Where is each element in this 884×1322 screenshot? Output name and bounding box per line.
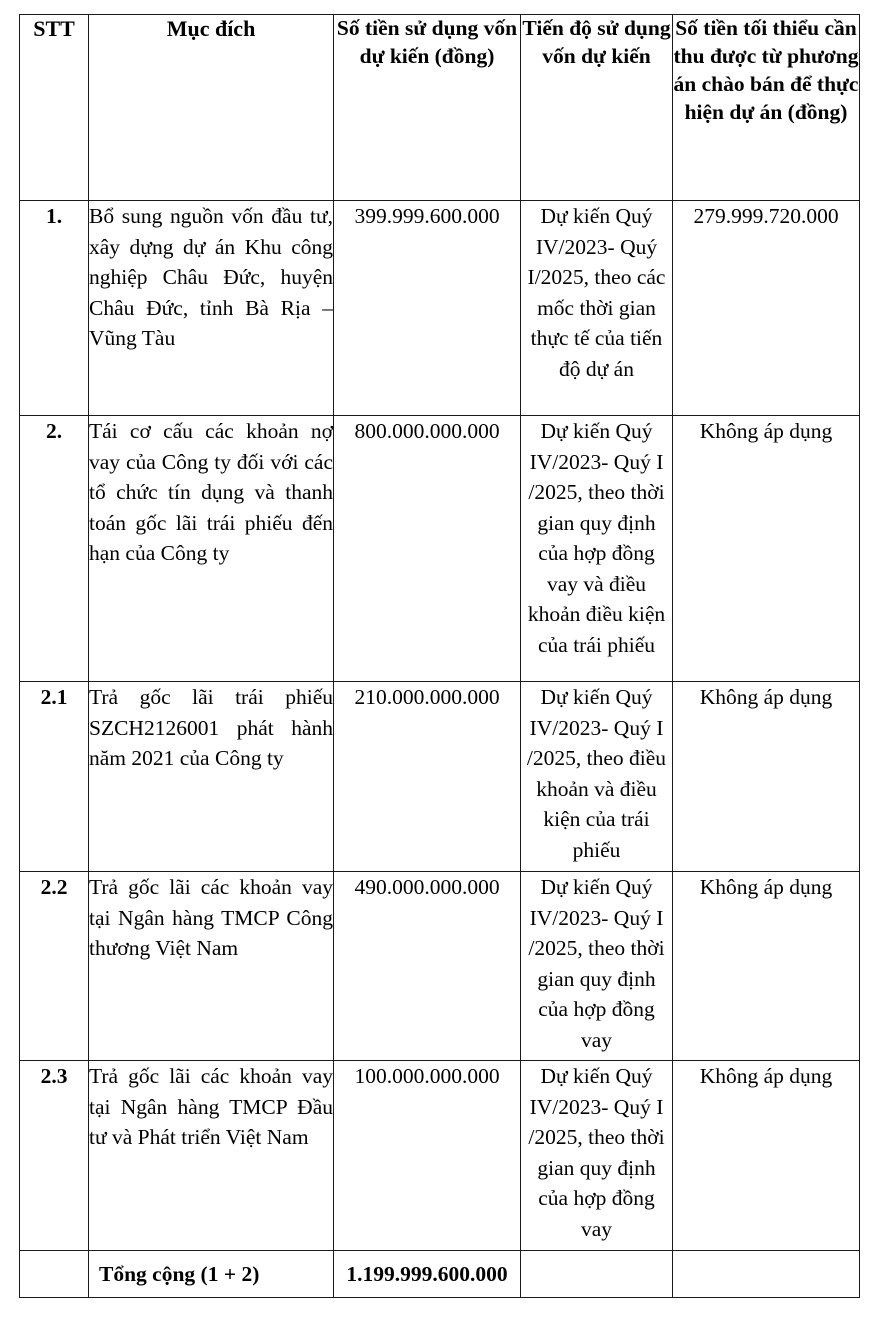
cell-amount: 399.999.600.000 [334,201,521,416]
capital-use-table [19,14,860,1298]
cell-progress: Dự kiến Quý IV/2023- Quý I /2025, theo thời gian quy định của hợp đồng vay [521,872,673,1061]
table-body [20,201,860,1298]
table-row [20,201,860,416]
cell-purpose: Trả gốc lãi các khoản vay tại Ngân hàng TMCP Đầu tư và Phát triển Việt Nam [89,1061,334,1251]
cell-purpose: Bổ sung nguồn vốn đầu tư, xây dựng dự án Khu công nghiệp Châu Đức, huyện Châu Đức, tỉnh Bà Rịa – Vũng Tàu [89,201,334,416]
cell-progress: Dự kiến Quý IV/2023- Quý I/2025, theo các mốc thời gian thực tế của tiến độ dự án [521,201,673,416]
cell-minimum: Không áp dụng [673,682,860,872]
cell-progress: Dự kiến Quý IV/2023- Quý I /2025, theo điều khoản và điều kiện của trái phiếu [521,682,673,872]
column-header-stt: STT [20,15,89,201]
cell-total-progress [521,1251,673,1298]
cell-total-amount: 1.199.999.600.000 [334,1251,521,1298]
cell-minimum: Không áp dụng [673,416,860,682]
cell-amount: 100.000.000.000 [334,1061,521,1251]
cell-stt: 2. [20,416,89,682]
cell-minimum: Không áp dụng [673,1061,860,1251]
cell-stt: 2.2 [20,872,89,1061]
cell-total-label: Tổng cộng (1 + 2) [89,1251,334,1298]
table-total-row [20,1251,860,1298]
cell-purpose: Trả gốc lãi trái phiếu SZCH2126001 phát hành năm 2021 của Công ty [89,682,334,872]
table-row [20,872,860,1061]
table-row [20,682,860,872]
cell-amount: 800.000.000.000 [334,416,521,682]
cell-minimum: Không áp dụng [673,872,860,1061]
table-row [20,416,860,682]
cell-progress: Dự kiến Quý IV/2023- Quý I /2025, theo thời gian quy định của hợp đồng vay và điều khoản điều kiện của trái phiếu [521,416,673,682]
cell-total-minimum [673,1251,860,1298]
cell-stt: 2.3 [20,1061,89,1251]
table-header-row [20,15,860,201]
cell-minimum: 279.999.720.000 [673,201,860,416]
cell-amount: 210.000.000.000 [334,682,521,872]
table-row [20,1061,860,1251]
cell-purpose: Trả gốc lãi các khoản vay tại Ngân hàng TMCP Công thương Việt Nam [89,872,334,1061]
cell-stt: 2.1 [20,682,89,872]
cell-amount: 490.000.000.000 [334,872,521,1061]
cell-total-stt [20,1251,89,1298]
cell-purpose: Tái cơ cấu các khoản nợ vay của Công ty đối với các tổ chức tín dụng và thanh toán gốc lãi trái phiếu đến hạn của Công ty [89,416,334,682]
column-header-minimum: Số tiền tối thiểu cần thu được từ phương án chào bán để thực hiện dự án (đồng) [673,15,860,201]
cell-stt: 1. [20,201,89,416]
column-header-purpose: Mục đích [89,15,334,201]
column-header-amount: Số tiền sử dụng vốn dự kiến (đồng) [334,15,521,201]
column-header-progress: Tiến độ sử dụng vốn dự kiến [521,15,673,201]
cell-progress: Dự kiến Quý IV/2023- Quý I /2025, theo thời gian quy định của hợp đồng vay [521,1061,673,1251]
table-header [20,15,860,201]
